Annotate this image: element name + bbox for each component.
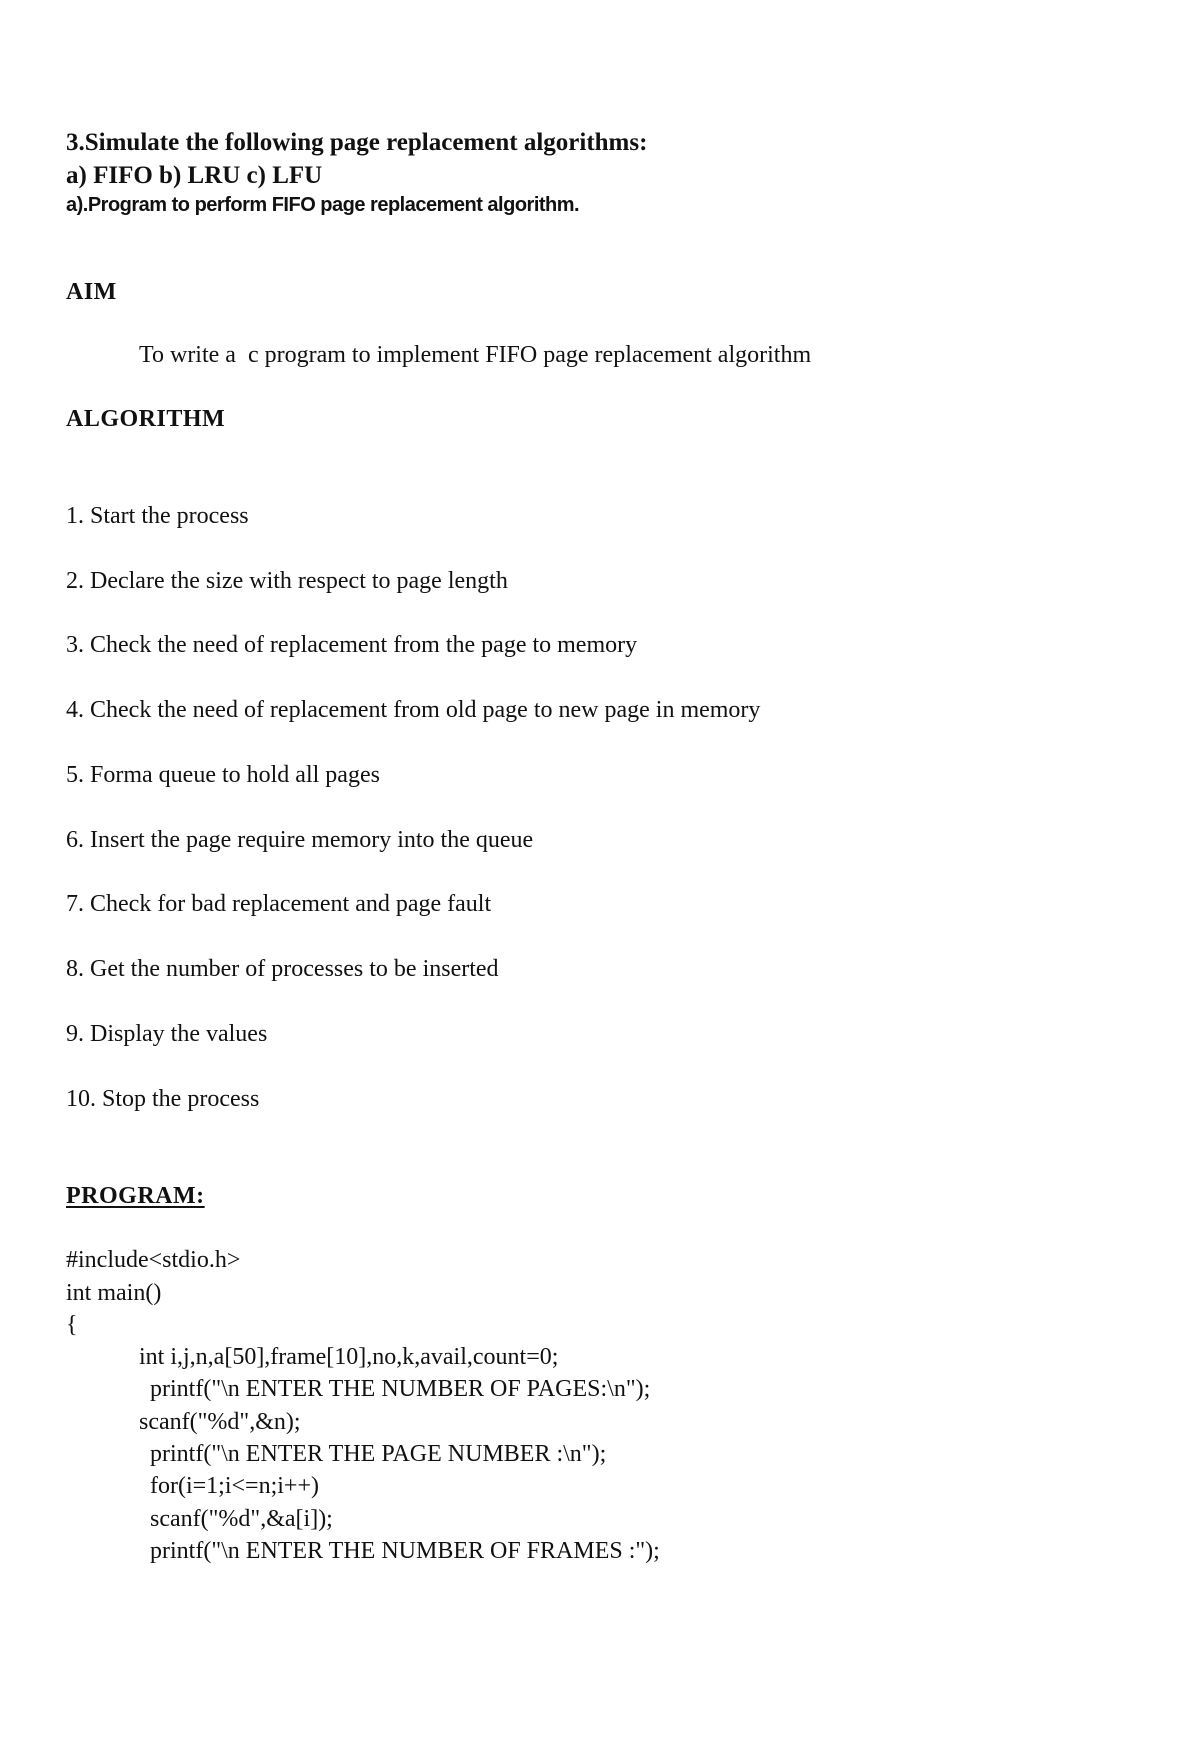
program-heading: PROGRAM: — [66, 1183, 205, 1209]
algorithm-step: 3. Check the need of replacement from the page to memory — [66, 632, 638, 658]
algorithm-step: 4. Check the need of replacement from old page to new page in memory — [66, 697, 761, 723]
document-subtitle: a) FIFO b) LRU c) LFU — [66, 162, 323, 189]
code-line: #include<stdio.h> — [66, 1247, 241, 1273]
algorithm-step: 5. Forma queue to hold all pages — [66, 762, 380, 788]
algorithm-step: 10. Stop the process — [66, 1086, 260, 1112]
aim-text: To write a c program to implement FIFO page replacement algorithm — [139, 342, 812, 368]
code-line: printf("\n ENTER THE NUMBER OF PAGES:\n"); — [150, 1376, 651, 1402]
document-title: 3.Simulate the following page replacement algorithms: — [66, 129, 648, 156]
algorithm-step: 7. Check for bad replacement and page fault — [66, 891, 492, 917]
code-line: for(i=1;i<=n;i++) — [150, 1473, 319, 1499]
aim-heading: AIM — [66, 279, 117, 305]
code-line: scanf("%d",&a[i]); — [150, 1506, 333, 1532]
algorithm-step: 2. Declare the size with respect to page length — [66, 568, 508, 594]
algorithm-step: 8. Get the number of processes to be inserted — [66, 956, 499, 982]
code-line: { — [66, 1312, 78, 1338]
algorithm-heading: ALGORITHM — [66, 406, 226, 432]
code-line: int main() — [66, 1280, 162, 1306]
algorithm-step: 1. Start the process — [66, 503, 249, 529]
code-line: int i,j,n,a[50],frame[10],no,k,avail,count=0; — [139, 1344, 559, 1370]
code-line: scanf("%d",&n); — [139, 1409, 301, 1435]
algorithm-step: 6. Insert the page require memory into the queue — [66, 827, 534, 853]
program-label: a).Program to perform FIFO page replacement algorithm. — [66, 194, 580, 216]
code-line: printf("\n ENTER THE PAGE NUMBER :\n"); — [150, 1441, 607, 1467]
algorithm-step: 9. Display the values — [66, 1021, 268, 1047]
code-line: printf("\n ENTER THE NUMBER OF FRAMES :"); — [150, 1538, 660, 1564]
